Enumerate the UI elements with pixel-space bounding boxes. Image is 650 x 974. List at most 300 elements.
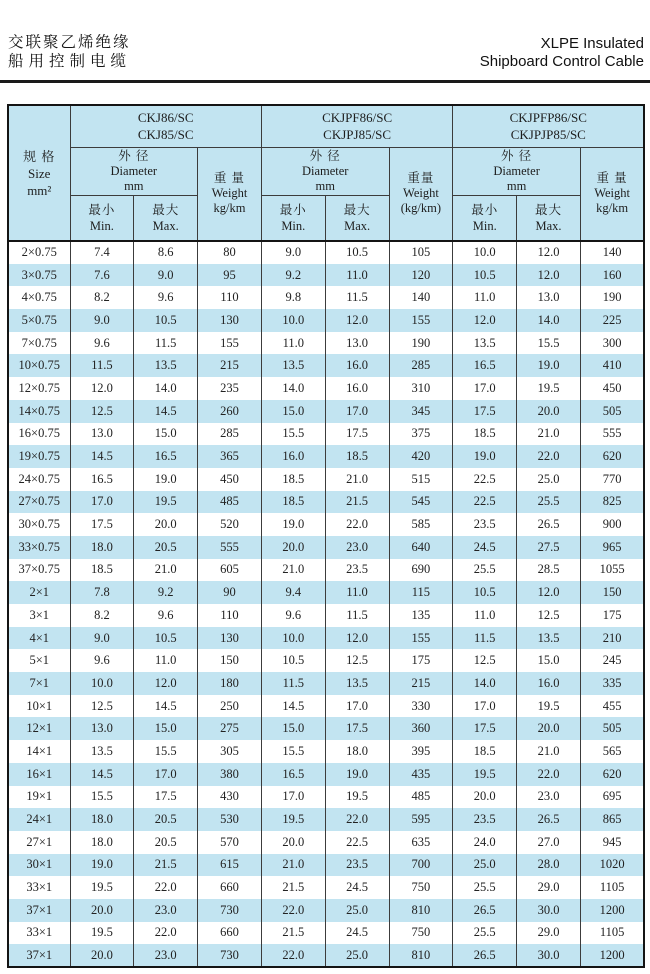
value-cell: 15.0 (261, 400, 325, 423)
size-cell: 7×1 (8, 672, 70, 695)
table-row (8, 513, 644, 536)
value-cell: 20.0 (517, 400, 581, 423)
value-cell: 15.5 (517, 332, 581, 355)
value-cell: 13.0 (517, 286, 581, 309)
value-cell: 10.5 (261, 649, 325, 672)
size-cell: 7×0.75 (8, 332, 70, 355)
value-cell: 29.0 (517, 876, 581, 899)
size-cell: 4×1 (8, 627, 70, 650)
value-cell: 20.0 (453, 786, 517, 809)
value-cell: 900 (580, 513, 644, 536)
value-cell: 8.2 (70, 286, 134, 309)
value-cell: 640 (389, 536, 453, 559)
value-cell: 245 (580, 649, 644, 672)
value-cell: 730 (198, 944, 262, 967)
diameter-unit: mm (315, 178, 335, 193)
weight-header (580, 147, 644, 241)
value-cell: 13.0 (325, 332, 389, 355)
value-cell: 18.0 (325, 740, 389, 763)
value-cell: 770 (580, 468, 644, 491)
value-cell: 27.0 (517, 831, 581, 854)
value-cell: 11.0 (134, 649, 198, 672)
value-cell: 25.5 (453, 559, 517, 582)
value-cell: 1200 (580, 944, 644, 967)
size-header-unit: mm² (27, 182, 52, 198)
value-cell: 155 (389, 627, 453, 650)
diameter-cn: 外 径 (501, 148, 533, 163)
value-cell: 140 (389, 286, 453, 309)
value-cell: 13.0 (70, 717, 134, 740)
value-cell: 1105 (580, 922, 644, 945)
value-cell: 17.0 (325, 400, 389, 423)
value-cell: 10.0 (261, 309, 325, 332)
value-cell: 12.5 (70, 695, 134, 718)
max-header (134, 195, 198, 241)
model-name: CKJPFP86/SC (509, 110, 587, 126)
value-cell: 15.5 (70, 786, 134, 809)
table-row (8, 581, 644, 604)
value-cell: 11.0 (453, 604, 517, 627)
min-cn: 最小 (279, 202, 307, 217)
value-cell: 12.0 (517, 264, 581, 287)
value-cell: 595 (389, 808, 453, 831)
value-cell: 10.5 (134, 309, 198, 332)
table-row (8, 332, 644, 355)
value-cell: 110 (198, 286, 262, 309)
value-cell: 15.5 (134, 740, 198, 763)
value-cell: 485 (198, 491, 262, 514)
value-cell: 16.5 (261, 763, 325, 786)
value-cell: 21.0 (517, 740, 581, 763)
table-row (8, 899, 644, 922)
value-cell: 25.0 (325, 899, 389, 922)
value-cell: 23.5 (453, 808, 517, 831)
value-cell: 660 (198, 922, 262, 945)
min-en: Min. (472, 218, 497, 233)
value-cell: 10.5 (453, 264, 517, 287)
value-cell: 19.0 (453, 445, 517, 468)
value-cell: 25.0 (453, 854, 517, 877)
title-en-line2: Shipboard Control Cable (479, 53, 644, 70)
value-cell: 24.5 (325, 922, 389, 945)
table-row (8, 763, 644, 786)
value-cell: 9.8 (261, 286, 325, 309)
table-row (8, 695, 644, 718)
model-name: CKJ86/SC (137, 110, 194, 126)
size-cell: 10×0.75 (8, 354, 70, 377)
value-cell: 21.5 (261, 922, 325, 945)
value-cell: 17.5 (325, 423, 389, 446)
model-name: CKJPJP85/SC (510, 127, 586, 143)
size-cell: 3×0.75 (8, 264, 70, 287)
value-cell: 11.5 (134, 332, 198, 355)
value-cell: 365 (198, 445, 262, 468)
value-cell: 13.5 (134, 354, 198, 377)
value-cell: 90 (198, 581, 262, 604)
value-cell: 695 (580, 786, 644, 809)
value-cell: 9.6 (134, 286, 198, 309)
value-cell: 24.5 (325, 876, 389, 899)
value-cell: 18.0 (70, 831, 134, 854)
value-cell: 13.5 (70, 740, 134, 763)
table-row (8, 876, 644, 899)
value-cell: 9.6 (70, 649, 134, 672)
value-cell: 16.0 (517, 672, 581, 695)
value-cell: 570 (198, 831, 262, 854)
value-cell: 18.0 (70, 536, 134, 559)
table-row (8, 377, 644, 400)
value-cell: 18.0 (70, 808, 134, 831)
value-cell: 750 (389, 876, 453, 899)
weight-header (389, 147, 453, 241)
value-cell: 21.0 (261, 854, 325, 877)
size-cell: 16×1 (8, 763, 70, 786)
value-cell: 12.0 (134, 672, 198, 695)
value-cell: 22.0 (517, 445, 581, 468)
value-cell: 10.5 (453, 581, 517, 604)
value-cell: 22.5 (325, 831, 389, 854)
value-cell: 14.5 (134, 400, 198, 423)
value-cell: 9.0 (70, 627, 134, 650)
value-cell: 14.0 (261, 377, 325, 400)
value-cell: 215 (389, 672, 453, 695)
value-cell: 9.6 (70, 332, 134, 355)
max-header (325, 195, 389, 241)
table-row (8, 468, 644, 491)
value-cell: 20.5 (134, 831, 198, 854)
size-cell: 2×1 (8, 581, 70, 604)
value-cell: 330 (389, 695, 453, 718)
value-cell: 360 (389, 717, 453, 740)
value-cell: 22.0 (517, 763, 581, 786)
size-cell: 19×0.75 (8, 445, 70, 468)
title-cn-line2: 船用控制电缆 (8, 53, 132, 70)
value-cell: 945 (580, 831, 644, 854)
value-cell: 450 (198, 468, 262, 491)
value-cell: 30.0 (517, 899, 581, 922)
value-cell: 305 (198, 740, 262, 763)
size-cell: 10×1 (8, 695, 70, 718)
value-cell: 23.5 (325, 854, 389, 877)
value-cell: 26.5 (517, 513, 581, 536)
table-row (8, 604, 644, 627)
table-row (8, 559, 644, 582)
size-cell: 37×0.75 (8, 559, 70, 582)
value-cell: 13.5 (261, 354, 325, 377)
table-body (8, 241, 644, 967)
value-cell: 19.5 (517, 695, 581, 718)
value-cell: 375 (389, 423, 453, 446)
value-cell: 17.0 (70, 491, 134, 514)
diameter-header (70, 147, 198, 195)
value-cell: 15.0 (134, 423, 198, 446)
value-cell: 10.5 (134, 627, 198, 650)
value-cell: 17.0 (325, 695, 389, 718)
value-cell: 20.0 (261, 831, 325, 854)
value-cell: 190 (580, 286, 644, 309)
value-cell: 155 (389, 309, 453, 332)
weight-cn: 重 量 (213, 171, 246, 186)
size-cell: 2×0.75 (8, 241, 70, 264)
value-cell: 22.5 (453, 468, 517, 491)
value-cell: 275 (198, 717, 262, 740)
diameter-cn: 外 径 (309, 148, 341, 163)
size-cell: 33×0.75 (8, 536, 70, 559)
value-cell: 23.5 (325, 559, 389, 582)
size-cell: 37×1 (8, 944, 70, 967)
value-cell: 11.5 (325, 286, 389, 309)
value-cell: 18.5 (325, 445, 389, 468)
weight-en: Weight (403, 186, 439, 201)
value-cell: 520 (198, 513, 262, 536)
size-cell: 14×0.75 (8, 400, 70, 423)
value-cell: 15.0 (261, 717, 325, 740)
size-cell: 33×1 (8, 876, 70, 899)
value-cell: 12.5 (517, 604, 581, 627)
value-cell: 19.5 (261, 808, 325, 831)
value-cell: 15.5 (261, 740, 325, 763)
size-cell: 30×1 (8, 854, 70, 877)
table-row (8, 445, 644, 468)
value-cell: 18.5 (70, 559, 134, 582)
table-row (8, 309, 644, 332)
value-cell: 180 (198, 672, 262, 695)
group-header-ckjpf (261, 105, 452, 147)
value-cell: 1055 (580, 559, 644, 582)
value-cell: 9.0 (261, 241, 325, 264)
value-cell: 250 (198, 695, 262, 718)
value-cell: 965 (580, 536, 644, 559)
value-cell: 22.0 (134, 876, 198, 899)
value-cell: 12.5 (325, 649, 389, 672)
diameter-en: Diameter (110, 163, 158, 178)
size-cell: 27×0.75 (8, 491, 70, 514)
value-cell: 14.5 (261, 695, 325, 718)
value-cell: 615 (198, 854, 262, 877)
value-cell: 285 (198, 423, 262, 446)
value-cell: 11.5 (325, 604, 389, 627)
value-cell: 10.0 (261, 627, 325, 650)
value-cell: 18.5 (453, 740, 517, 763)
title-cn-line1: 交联聚乙烯绝缘 (8, 34, 131, 51)
value-cell: 19.5 (453, 763, 517, 786)
value-cell: 11.0 (325, 264, 389, 287)
value-cell: 140 (580, 241, 644, 264)
value-cell: 455 (580, 695, 644, 718)
size-cell: 33×1 (8, 922, 70, 945)
value-cell: 10.0 (453, 241, 517, 264)
value-cell: 565 (580, 740, 644, 763)
title-en-line1: XLPE Insulated (540, 35, 644, 52)
value-cell: 9.6 (261, 604, 325, 627)
value-cell: 22.0 (134, 922, 198, 945)
value-cell: 19.5 (70, 876, 134, 899)
value-cell: 530 (198, 808, 262, 831)
value-cell: 16.0 (325, 354, 389, 377)
value-cell: 19.0 (134, 468, 198, 491)
weight-cn: 重 量 (596, 171, 628, 186)
table-row (8, 831, 644, 854)
max-cn: 最大 (343, 202, 371, 217)
table-row (8, 944, 644, 967)
value-cell: 23.5 (453, 513, 517, 536)
value-cell: 16.5 (70, 468, 134, 491)
value-cell: 450 (580, 377, 644, 400)
value-cell: 11.0 (325, 581, 389, 604)
value-cell: 9.0 (70, 309, 134, 332)
table-row (8, 286, 644, 309)
value-cell: 15.0 (134, 717, 198, 740)
value-cell: 20.0 (261, 536, 325, 559)
size-cell: 27×1 (8, 831, 70, 854)
value-cell: 175 (580, 604, 644, 627)
value-cell: 9.2 (134, 581, 198, 604)
diameter-unit: mm (124, 178, 144, 193)
table-row (8, 672, 644, 695)
value-cell: 21.5 (134, 854, 198, 877)
value-cell: 515 (389, 468, 453, 491)
value-cell: 11.5 (70, 354, 134, 377)
size-cell: 5×0.75 (8, 309, 70, 332)
value-cell: 605 (198, 559, 262, 582)
model-name: CKJ85/SC (137, 127, 194, 143)
title-english (480, 35, 644, 71)
value-cell: 11.0 (261, 332, 325, 355)
value-cell: 10.0 (70, 672, 134, 695)
min-cn: 最小 (471, 202, 499, 217)
value-cell: 300 (580, 332, 644, 355)
value-cell: 15.5 (261, 423, 325, 446)
table-row (8, 740, 644, 763)
value-cell: 150 (580, 581, 644, 604)
value-cell: 12.0 (325, 309, 389, 332)
value-cell: 9.2 (261, 264, 325, 287)
value-cell: 29.0 (517, 922, 581, 945)
table-row (8, 627, 644, 650)
value-cell: 8.6 (134, 241, 198, 264)
value-cell: 19.0 (261, 513, 325, 536)
weight-unit: kg/km (213, 201, 246, 216)
max-header (517, 195, 581, 241)
value-cell: 410 (580, 354, 644, 377)
min-cn: 最小 (88, 202, 116, 217)
value-cell: 17.5 (70, 513, 134, 536)
value-cell: 21.5 (261, 876, 325, 899)
value-cell: 395 (389, 740, 453, 763)
size-cell: 19×1 (8, 786, 70, 809)
value-cell: 25.5 (453, 922, 517, 945)
model-name: CKJPF86/SC (322, 110, 393, 126)
value-cell: 14.5 (70, 763, 134, 786)
value-cell: 1105 (580, 876, 644, 899)
value-cell: 17.0 (453, 695, 517, 718)
value-cell: 9.0 (134, 264, 198, 287)
min-header (70, 195, 134, 241)
value-cell: 110 (198, 604, 262, 627)
value-cell: 13.5 (325, 672, 389, 695)
value-cell: 16.5 (453, 354, 517, 377)
size-column-header (8, 105, 70, 241)
value-cell: 210 (580, 627, 644, 650)
value-cell: 12.0 (70, 377, 134, 400)
size-cell: 16×0.75 (8, 423, 70, 446)
value-cell: 335 (580, 672, 644, 695)
header-rule (0, 80, 650, 83)
value-cell: 12.0 (325, 627, 389, 650)
value-cell: 23.0 (134, 944, 198, 967)
value-cell: 17.5 (453, 717, 517, 740)
value-cell: 19.5 (517, 377, 581, 400)
value-cell: 555 (580, 423, 644, 446)
size-header-cn: 规 格 (23, 148, 56, 164)
value-cell: 26.5 (453, 944, 517, 967)
value-cell: 20.5 (134, 808, 198, 831)
value-cell: 285 (389, 354, 453, 377)
value-cell: 1200 (580, 899, 644, 922)
size-cell: 12×0.75 (8, 377, 70, 400)
value-cell: 260 (198, 400, 262, 423)
value-cell: 22.0 (261, 899, 325, 922)
max-en: Max. (152, 218, 179, 233)
size-cell: 37×1 (8, 899, 70, 922)
value-cell: 120 (389, 264, 453, 287)
value-cell: 22.0 (261, 944, 325, 967)
value-cell: 13.5 (517, 627, 581, 650)
value-cell: 20.0 (70, 944, 134, 967)
size-cell: 24×0.75 (8, 468, 70, 491)
value-cell: 420 (389, 445, 453, 468)
value-cell: 30.0 (517, 944, 581, 967)
value-cell: 13.0 (70, 423, 134, 446)
size-header-en: Size (28, 165, 51, 181)
value-cell: 9.6 (134, 604, 198, 627)
table-row (8, 922, 644, 945)
value-cell: 18.5 (261, 491, 325, 514)
value-cell: 16.0 (325, 377, 389, 400)
value-cell: 25.0 (325, 944, 389, 967)
max-en: Max. (344, 218, 371, 233)
value-cell: 545 (389, 491, 453, 514)
diameter-header (453, 147, 581, 195)
value-cell: 825 (580, 491, 644, 514)
size-cell: 12×1 (8, 717, 70, 740)
value-cell: 18.5 (453, 423, 517, 446)
group-header-ckj (70, 105, 261, 147)
value-cell: 12.0 (517, 241, 581, 264)
value-cell: 21.0 (134, 559, 198, 582)
value-cell: 19.5 (70, 922, 134, 945)
diameter-cn: 外 径 (118, 148, 150, 163)
value-cell: 620 (580, 445, 644, 468)
value-cell: 19.0 (517, 354, 581, 377)
max-cn: 最大 (152, 202, 180, 217)
value-cell: 21.0 (325, 468, 389, 491)
value-cell: 130 (198, 309, 262, 332)
value-cell: 345 (389, 400, 453, 423)
diameter-unit: mm (506, 178, 527, 193)
diameter-header (261, 147, 389, 195)
weight-en: Weight (594, 186, 630, 201)
min-en: Min. (281, 218, 306, 233)
size-cell: 24×1 (8, 808, 70, 831)
value-cell: 28.5 (517, 559, 581, 582)
value-cell: 28.0 (517, 854, 581, 877)
table-row (8, 264, 644, 287)
value-cell: 21.0 (261, 559, 325, 582)
size-cell: 14×1 (8, 740, 70, 763)
value-cell: 750 (389, 922, 453, 945)
value-cell: 27.5 (517, 536, 581, 559)
